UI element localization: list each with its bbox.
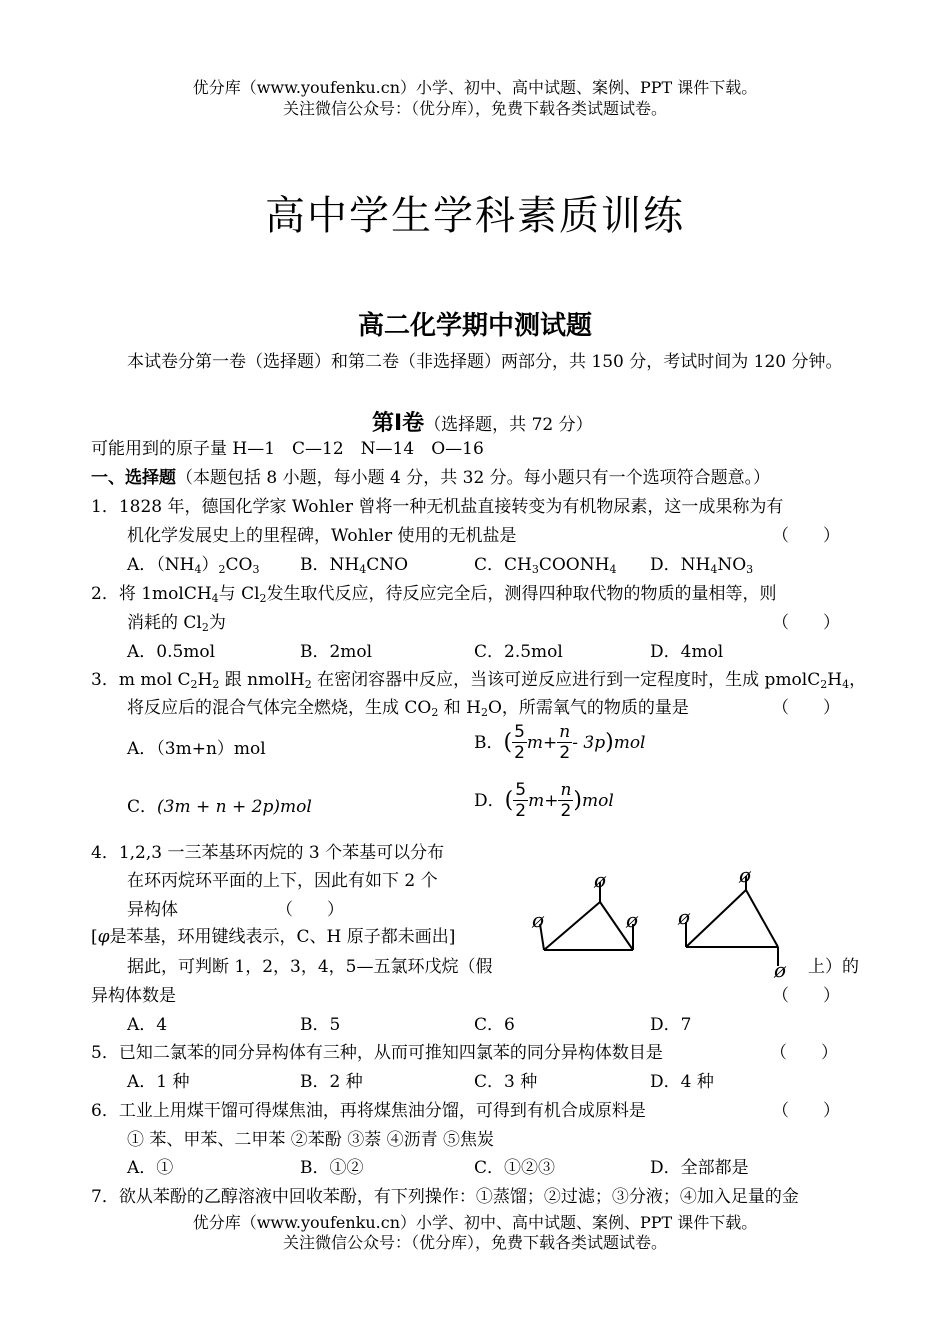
q1-option-d: D．$NH_4NO_3$ bbox=[650, 555, 754, 576]
q4-line-3: 异构体 bbox=[127, 900, 178, 920]
q6-line-2: ① 苯、甲苯、二甲苯 ②苯酚 ③萘 ④沥青 ⑤焦炭 bbox=[127, 1130, 495, 1150]
q3-option-d: D． ( $\frac{5}{2}$ m + $\frac{n}{2}$ ) mol bbox=[474, 780, 614, 821]
q4-option-d: D．7 bbox=[650, 1015, 692, 1035]
isomer-diagram bbox=[528, 862, 808, 982]
footer-line-2: 关注微信公众号：（优分库），免费下载各类试题试卷。 bbox=[282, 1233, 667, 1252]
q3-line-2: 将反应后的混合气体完全燃烧，生成 $CO_2$ 和 $H_2O$，所需氧气的物质的量是 bbox=[127, 698, 689, 719]
q5-option-b: B．2 种 bbox=[300, 1072, 363, 1092]
q4-line-5b: 上）的 bbox=[808, 957, 859, 977]
q3-line-1: 3．m mol $C_2H_2$ 跟 nmolH$_2$ 在密闭容器中反应，当该可逆反应进行到一定程度时，生成 $pmolC_2H_4$， bbox=[91, 670, 867, 691]
q3-option-c: C． (3m + n + 2p)mol bbox=[127, 797, 312, 817]
section1-note: （本题包括 8 小题，每小题 4 分，共 32 分。每小题只有一个选项符合题意。） bbox=[176, 468, 771, 488]
q2-option-b: B．2mol bbox=[300, 642, 373, 662]
section1-title: 一、选择题 bbox=[91, 468, 176, 488]
phenyl-symbol: ø bbox=[532, 908, 545, 932]
q6-option-b: B．①② bbox=[300, 1158, 364, 1178]
phenyl-symbol: ø bbox=[739, 863, 752, 887]
exam-intro: 本试卷分第一卷（选择题）和第二卷（非选择题）两部分，共 150 分，考试时间为 120 分钟。 bbox=[127, 352, 843, 372]
q5-option-c: C．3 种 bbox=[474, 1072, 538, 1092]
q6-answer-paren: （ ） bbox=[772, 1101, 840, 1121]
sub-title: 高二化学期中测试题 bbox=[357, 311, 592, 341]
q1-line-1: 1．1828 年，德国化学家 Wohler 曾将一种无机盐直接转变为有机物尿素，这一成果称为有 bbox=[91, 497, 784, 517]
part1-note: （选择题，共 72 分） bbox=[424, 415, 593, 435]
q1-option-b: B．$NH_4CNO$ bbox=[300, 555, 409, 576]
q4-line-1: 4．1,2,3 一三苯基环丙烷的 3 个苯基可以分布 bbox=[91, 843, 445, 863]
q1-answer-paren: （ ） bbox=[772, 526, 840, 546]
part1-heading bbox=[372, 406, 593, 437]
isomer-1 bbox=[540, 882, 633, 950]
q5-option-d: D．4 种 bbox=[650, 1072, 714, 1092]
fraction-n-2: $\frac{n}{2}$ bbox=[559, 722, 571, 763]
q3-option-b: B． ( $\frac{5}{2}$ m + $\frac{n}{2}$ - 3p ) mol bbox=[474, 722, 646, 763]
q4-answer-paren-2: （ ） bbox=[772, 986, 840, 1006]
header-line-2: 关注微信公众号：（优分库），免费下载各类试题试卷。 bbox=[282, 99, 667, 118]
phenyl-symbol: ø bbox=[594, 868, 607, 892]
q2-option-a: A．0.5mol bbox=[127, 642, 216, 662]
q6-option-c: C．①②③ bbox=[474, 1158, 556, 1178]
section1-heading bbox=[91, 467, 770, 489]
q4-line-4: [φ是苯基，环用键线表示，C、H 原子都未画出] bbox=[91, 927, 456, 947]
q4-option-a: A．4 bbox=[127, 1015, 168, 1035]
q1-option-a: A．$(NH_4)_2CO_3$ bbox=[127, 555, 260, 576]
phenyl-symbol: ø bbox=[626, 908, 639, 932]
q5-answer-paren: （ ） bbox=[770, 1043, 838, 1063]
q2-answer-paren: （ ） bbox=[772, 613, 840, 633]
q4-answer-paren: （ ） bbox=[276, 900, 344, 920]
q5-line-1: 5．已知二氯苯的同分异构体有三种，从而可推知四氯苯的同分异构体数目是 bbox=[91, 1043, 663, 1063]
phenyl-symbol: ø bbox=[774, 958, 787, 982]
q4-option-c: C．6 bbox=[474, 1015, 515, 1035]
q3-option-a: A．（3m+n）mol bbox=[127, 739, 266, 759]
q6-option-d: D．全部都是 bbox=[650, 1158, 749, 1178]
q2-option-c: C．2.5mol bbox=[474, 642, 563, 662]
q2-line-2: 消耗的 $Cl_2$为 bbox=[127, 613, 226, 634]
q2-line-1: 2．将 1molCH$_4$与 $Cl_2$发生取代反应，待反应完全后，测得四种取代物的物质的量相等，则 bbox=[91, 584, 777, 605]
main-title: 高中学生学科素质训练 bbox=[265, 193, 685, 239]
q5-option-a: A．1 种 bbox=[127, 1072, 190, 1092]
q4-line-6: 异构体数是 bbox=[91, 986, 176, 1006]
q2-option-d: D．4mol bbox=[650, 642, 724, 662]
fraction-5-2: $\frac{5}{2}$ bbox=[514, 722, 525, 763]
q4-line-5a: 据此，可判断 1，2，3，4，5—五氯环戊烷（假 bbox=[127, 957, 493, 977]
part1-title: 第Ⅰ卷 bbox=[372, 411, 425, 436]
isomer-2 bbox=[686, 876, 778, 966]
q6-option-a: A．① bbox=[127, 1158, 174, 1178]
q1-option-c: C．$CH_3COONH_4$ bbox=[474, 555, 617, 576]
header-line-1: 优分库（www.youfenku.cn）小学、初中、高中试题、案例、PPT 课件下载。 bbox=[192, 78, 758, 97]
q1-line-2: 机化学发展史上的里程碑，Wohler 使用的无机盐是 bbox=[127, 526, 517, 546]
q4-option-b: B．5 bbox=[300, 1015, 341, 1035]
phenyl-symbol: ø bbox=[678, 905, 691, 929]
footer-line-1: 优分库（www.youfenku.cn）小学、初中、高中试题、案例、PPT 课件下载。 bbox=[192, 1213, 758, 1232]
q3-answer-paren: （ ） bbox=[772, 698, 840, 718]
q7-line-1: 7．欲从苯酚的乙醇溶液中回收苯酚，有下列操作：①蒸馏；②过滤；③分液；④加入足量的金 bbox=[91, 1187, 799, 1207]
q6-line-1: 6．工业上用煤干馏可得煤焦油，再将煤焦油分馏，可得到有机合成原料是 bbox=[91, 1101, 646, 1121]
atomic-masses: 可能用到的原子量 H—1 C—12 N—14 O—16 bbox=[91, 439, 484, 459]
q4-line-2: 在环丙烷环平面的上下，因此有如下 2 个 bbox=[127, 871, 438, 891]
